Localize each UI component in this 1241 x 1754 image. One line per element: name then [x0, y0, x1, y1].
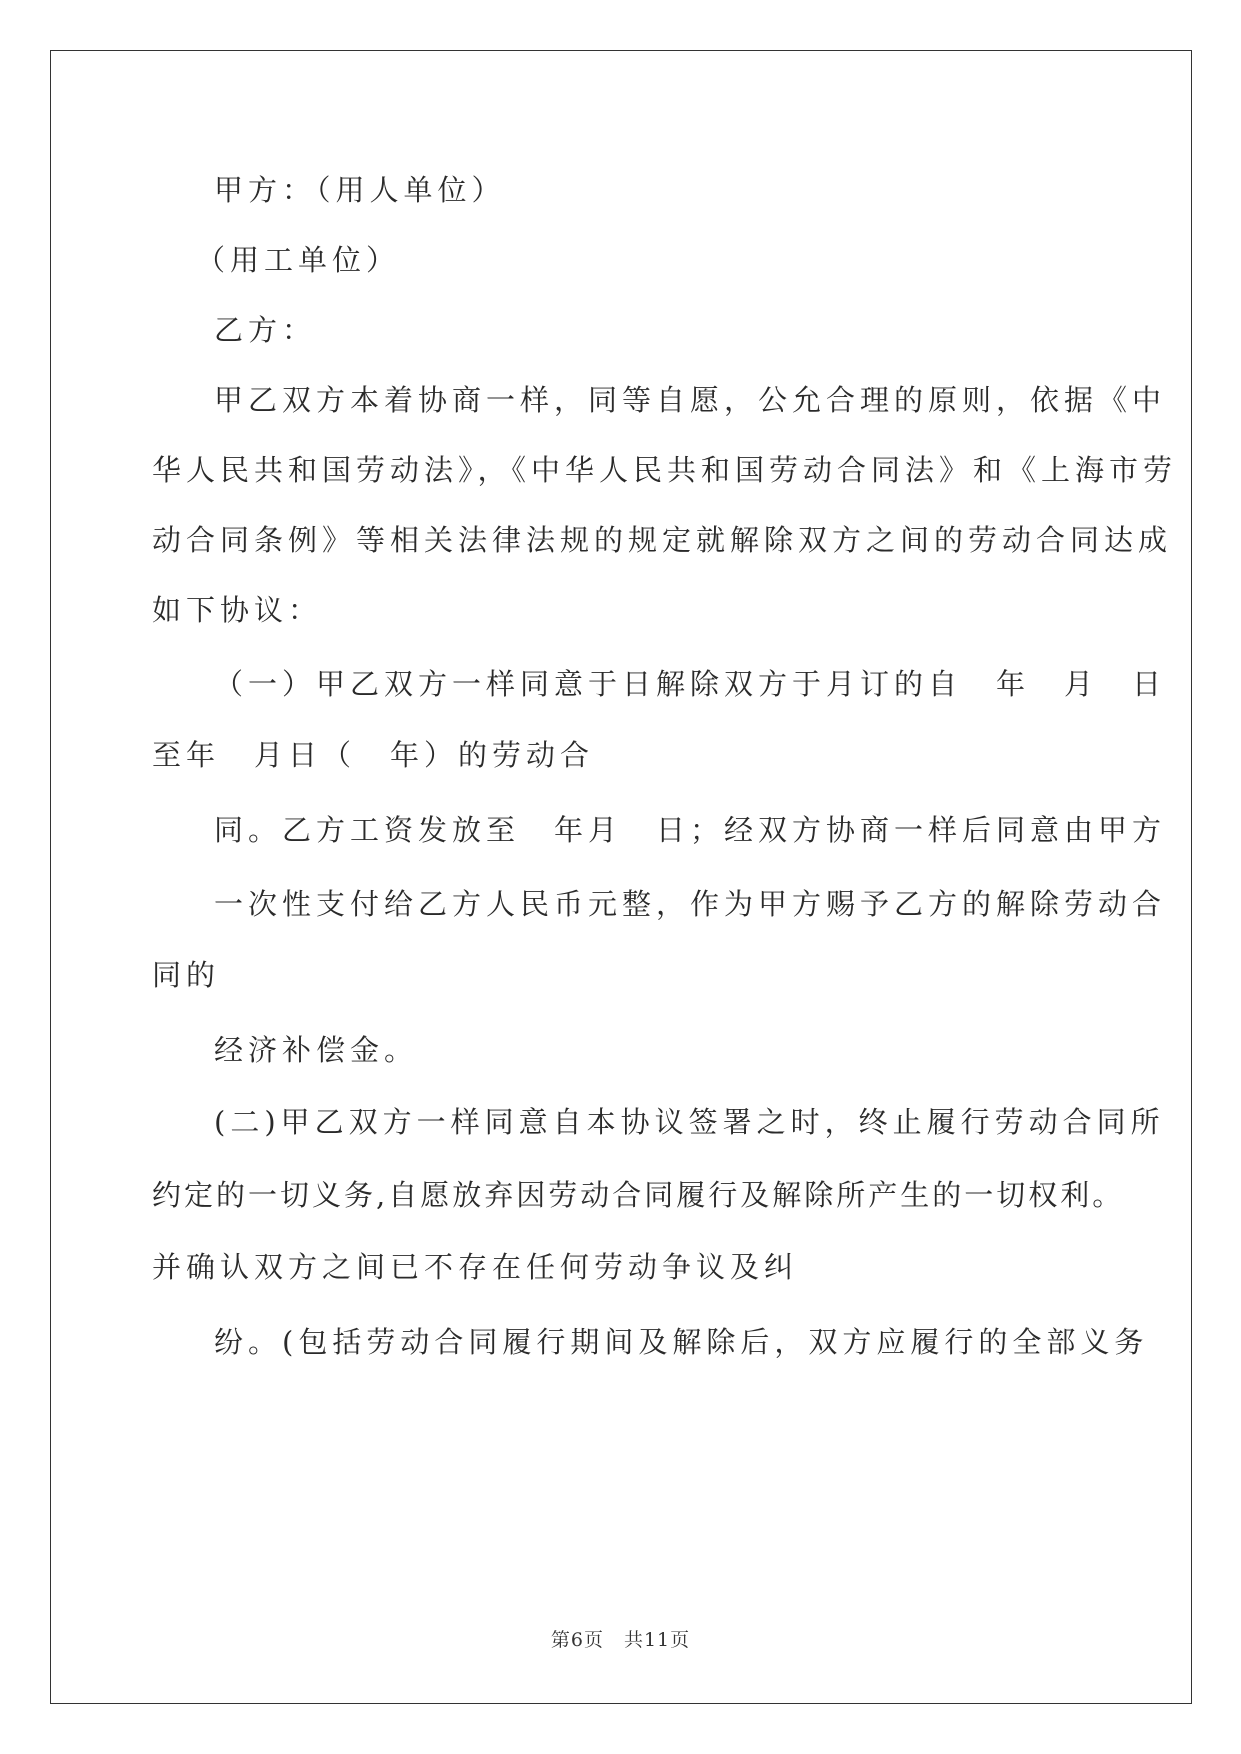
paragraph-line: 如下协议：	[152, 593, 323, 627]
clause-two-line: (二)甲乙双方一样同意自本协议签署之时，终止履行劳动合同所	[214, 1105, 1165, 1139]
clause-one-line: （一）甲乙双方一样同意于日解除双方于月订的自 年 月 日	[214, 667, 1167, 701]
paragraph-line: 约定的一切义务,自愿放弃因劳动合同履行及解除所产生的一切权利。	[152, 1178, 1125, 1212]
party-a-line: 甲方：（用人单位）	[214, 173, 506, 207]
paragraph-line: 经济补偿金。	[214, 1033, 419, 1067]
paragraph-line: 甲乙双方本着协商一样，同等自愿，公允合理的原则，依据《中	[214, 383, 1167, 417]
paragraph-line: 并确认双方之间已不存在任何劳动争议及纠	[152, 1250, 799, 1284]
page-number-footer: 第6页 共11页	[550, 1629, 691, 1651]
page-frame	[50, 50, 1192, 1704]
paragraph-line: 同的	[152, 958, 221, 992]
paragraph-line: 动合同条例》等相关法律法规的规定就解除双方之间的劳动合同达成	[152, 523, 1173, 557]
paragraph-line: 纷。(包括劳动合同履行期间及解除后，双方应履行的全部义务	[214, 1325, 1149, 1359]
party-b-line: 乙方：	[214, 313, 317, 347]
paragraph-line: 至年 月日（ 年）的劳动合	[152, 738, 595, 772]
employer-unit-line: （用工单位）	[196, 243, 401, 277]
paragraph-line: 华人民共和国劳动法》，《中华人民共和国劳动合同法》和《上海市劳	[152, 453, 1178, 487]
paragraph-line: 一次性支付给乙方人民币元整，作为甲方赐予乙方的解除劳动合	[214, 887, 1167, 921]
paragraph-line: 同。乙方工资发放至 年月 日；经双方协商一样后同意由甲方	[214, 813, 1167, 847]
